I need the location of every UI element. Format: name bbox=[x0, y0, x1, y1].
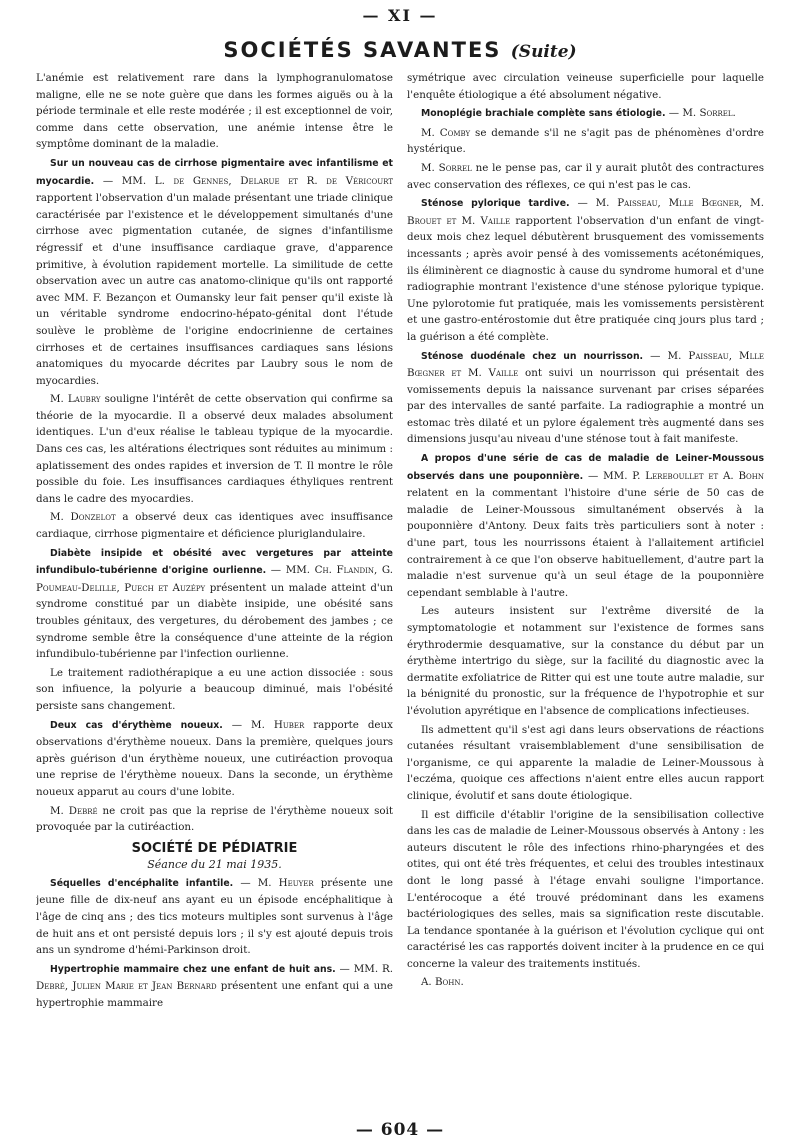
paragraph bbox=[36, 155, 393, 389]
paragraph-text: a observé deux cas identiques avec insuffisance cardiaque, cirrhose pigmentaire et déficience pluriglandulaire. bbox=[36, 511, 393, 541]
signature: A. Bohn. bbox=[421, 976, 464, 989]
authors: — M. Sorrel. bbox=[668, 107, 736, 120]
authors: — M. Heuyer bbox=[240, 876, 314, 889]
paragraph-text: ont suivi un nourrisson qui présentait des vomissements depuis la naissance survenant par crises séparées par des intervalles de santé parfaite. La radiographie a montré un estomac très dilaté et un pylore également très augmenté dans ses dimensions jusqu'au niveau d'une sténose tout à fait manifeste. bbox=[407, 367, 764, 446]
session-date: Séance du 21 mai 1935. bbox=[147, 857, 282, 871]
speaker-name: M. Comby bbox=[421, 126, 471, 139]
paragraph bbox=[407, 125, 764, 158]
paragraph bbox=[36, 391, 393, 507]
paragraph-text: présentent un malade atteint d'un syndrome constitué par un diabète insipide, une obésité sans troubles génitaux, des vergetures, du dérobement des jambes ; ce syndrome semble être la conséquence d'une atteinte de la région infundibulo-tubérienne par l'infection ourlienne. bbox=[36, 581, 393, 661]
paragraph: Il est difficile d'établir l'origine de la sensibilisation collective dans les cas de maladie de Leiner-Moussous observés à Antony : les auteurs discutent le rôle des infections rhino-pharyngées et des otites, qui ont été très fréquentes, et celui des troubles intestinaux dont le long passé à l'étage envahi souligne l'importance. L'entérocoque a été trouvé prédominant dans les examens bactériologiques des selles, mais sa signification reste discutable. La tendance spontanée à la guérison et l'évolution cyclique qui ont caractérisé les cas rapportés doivent inciter à la prudence en ce qui concerne la valeur des traitements institués. bbox=[407, 808, 764, 970]
paragraph bbox=[36, 717, 393, 801]
speaker-name: M. Laubry bbox=[50, 393, 101, 406]
authors: — MM. R. Debré, Julien Marie et Jean Bernard bbox=[36, 962, 393, 993]
running-title-main: SOCIÉTÉS SAVANTES bbox=[223, 38, 502, 62]
paragraph bbox=[407, 195, 764, 345]
running-title-suite: (Suite) bbox=[510, 42, 577, 62]
paragraph-text: présentent une enfant qui a une hypertrophie mammaire bbox=[36, 980, 393, 1009]
authors: — MM. P. Lereboullet et A. Bohn bbox=[588, 469, 764, 482]
communication-title: Monoplégie brachiale complète sans étiologie. bbox=[421, 108, 666, 120]
paragraph bbox=[407, 160, 764, 193]
paragraph-text: rapportent l'observation d'un enfant de vingt-deux mois chez lequel débutèrent brusquement des vomissements incessants ; après avoir pensé à des vomissements acétonémiques, ils éliminèrent ce diagnostic à cause du syndrome humoral et d'une radiographie montrant l'existence d'une sténose pylorique typique. Une pylorotomie fut pratiquée, mais les vomissements persistèrent et une gastro-entérostomie dut être pratiquée cinq jours plus tard ; la guérison a été complète. bbox=[407, 214, 764, 343]
paragraph bbox=[36, 961, 393, 1012]
two-column-body bbox=[36, 70, 764, 1114]
paragraph bbox=[36, 545, 393, 663]
running-title bbox=[0, 38, 800, 62]
communication-title: Sténose duodénale chez un nourrisson. bbox=[421, 350, 644, 362]
speaker-name: M. Donzelot bbox=[50, 511, 116, 524]
authors: — M. Paisseau, Mlle Bœgner et M. Vaille bbox=[407, 349, 764, 380]
communication-title: Séquelles d'encéphalite infantile. bbox=[50, 877, 234, 889]
paragraph-text: ne croit pas que la reprise de l'érythème noueux soit provoquée par la cutiréaction. bbox=[36, 804, 393, 834]
communication-title: Sténose pylorique tardive. bbox=[421, 198, 570, 210]
paragraph: Ils admettent qu'il s'est agi dans leurs observations de réactions cutanées résultant vraisemblablement d'une sensibilisation de l'organisme, ce qui apparente la maladie de Leiner-Moussous à l'eczéma, quoique ces affections n'aient entre elles aucun rapport clinique, évolutif et sans doute étiologique. bbox=[407, 723, 764, 802]
paragraph bbox=[407, 105, 764, 123]
paragraph-text: présente une jeune fille de dix-neuf ans ayant eu un épisode encéphalitique à l'âge de cinq ans ; des tics moteurs multiples sont survenus à l'âge de huit ans et ont persisté depuis lors ; il s'y est ajouté depuis trois ans un syndrome d'hémi-Parkinson droit. bbox=[36, 876, 393, 957]
section-heading: SOCIÉTÉ DE PÉDIATRIE bbox=[131, 840, 298, 856]
paragraph bbox=[407, 450, 764, 601]
left-column bbox=[36, 70, 393, 1114]
paragraph: L'anémie est relativement rare dans la lymphogranulomatose maligne, elle ne se note guère que dans les formes aiguës ou à la période terminale et elle reste modérée ; il est exceptionnel de voir, comme dans cette observation, une anémie intense être le symptôme dominant de la maladie. bbox=[36, 72, 393, 151]
paragraph: Le traitement radiothérapique a eu une action dissociée : sous son infiuence, la polyurie a beaucoup diminué, mais l'obésité persiste sans changement. bbox=[36, 666, 393, 712]
paragraph-text: se demande s'il ne s'agit pas de phénomènes d'ordre hystérique. bbox=[407, 126, 764, 156]
communication-title: Deux cas d'érythème noueux. bbox=[50, 719, 223, 731]
authors: — MM. Ch. Flandin, G. Poumeau-Delille, Puech et Auzépy bbox=[36, 564, 393, 594]
communication-title: A propos d'une série de cas de maladie de Leiner-Moussous observés dans une pouponnière. bbox=[407, 453, 764, 482]
right-column bbox=[407, 70, 764, 1114]
paragraph-text: ne le pense pas, car il y aurait plutôt des contractures avec conservation des réflexes, ce qui n'est pas le cas. bbox=[407, 161, 764, 191]
authors: — M. Huber bbox=[231, 718, 305, 731]
speaker-name: M. Debré bbox=[50, 804, 98, 817]
paragraph-text: rapporte deux observations d'érythème noueux. Dans la première, quelques jours après guérison d'un érythème noueux, une cutiréaction provoqua une reprise de l'érythème noueux. Dans la seconde, un érythème noueux apparut au cours d'une lobite. bbox=[36, 718, 393, 798]
paragraph: symétrique avec circulation veineuse superficielle pour laquelle l'enquête étiologique a été absolument négative. bbox=[407, 72, 764, 101]
paragraph bbox=[407, 348, 764, 449]
authors: — MM. L. de Gennes, Delarue et R. de Véricourt bbox=[102, 174, 393, 187]
paragraph: Les auteurs insistent sur l'extrême diversité de la symptomatologie et notamment sur l'existence de formes sans érythrodermie desquamative, sur la constance du début par un érythème intertrigo du siège, sur la facilité du diagnostic avec la dermatite exfoliatrice de Ritter qui est une toute autre maladie, sur la bénignité du pronostic, sur la fréquence de l'hypotrophie et sur l'évolution apyrétique en l'absence de complications infectieuses. bbox=[407, 605, 764, 717]
roman-page-number: — XI — bbox=[362, 6, 438, 25]
page-number: — 604 — bbox=[355, 1120, 445, 1140]
paragraph-text: souligne l'intérêt de cette observation qui confirme sa théorie de la myocardie. Il a observé deux malades absolument identiques. L'un d'eux réalise le tableau typique de la myocardie. Dans ces cas, les altérations électriques sont réduites au minimum : aplatissement des ondes rapides et inversion de T. Il montre le rôle possible du foie. Les insuffisances cardiaques éthyliques rentrent dans le cadre des myocardies. bbox=[36, 393, 393, 505]
communication-title: Hypertrophie mammaire chez une enfant de huit ans. bbox=[50, 963, 336, 975]
speaker-name: M. Sorrel bbox=[421, 161, 472, 174]
communication-title: Sur un nouveau cas de cirrhose pigmentaire avec infantilisme et myocardie. bbox=[36, 157, 393, 187]
paragraph bbox=[36, 875, 393, 959]
communication-title: Diabète insipide et obésité avec vergetures par atteinte infundibulo-tubérienne d'origine ourlienne. bbox=[36, 547, 393, 577]
paragraph bbox=[36, 509, 393, 542]
paragraph-text: rapportent l'observation d'un malade présentant une triade clinique caractérisée par l'existence et le développement simultanés d'une cirrhose avec pigmentation cutanée, de signes d'infantilisme régressif et d'une insuffisance cardiaque grave, d'apparence primitive, à évolution rapidement mortelle. La similitude de cette observation avec un autre cas anatomo-clinique qu'ils ont rapporté avec MM. F. Bezançon et Oumansky leur fait penser qu'il existe là un véritable syndrome endocrino-hépato-génital dont l'étude soulève le problème de l'origine endocrinienne de certaines cirrhoses et de certaines insuffisances cardiaques sans lésions anatomiques du myocarde décrites par Laubry sous le nom de myocardies. bbox=[36, 192, 393, 387]
paragraph bbox=[36, 803, 393, 836]
paragraph-text: relatent en la commentant l'histoire d'une série de 50 cas de maladie de Leiner-Moussous simultanément observés à la pouponnière d'Antony. Deux faits très particuliers sont à noter : d'une part, tous les nourrissons étaient à l'allaitement artificiel contrairement à ce que l'on observe habituellement, d'autre part la maladie n'est survenue qu'à un seul étage de la pouponnière cependant semblable à l'autre. bbox=[407, 487, 764, 599]
authors: — M. Paisseau, Mlle Bœgner, M. Brouet et M. Vaille bbox=[407, 197, 764, 227]
